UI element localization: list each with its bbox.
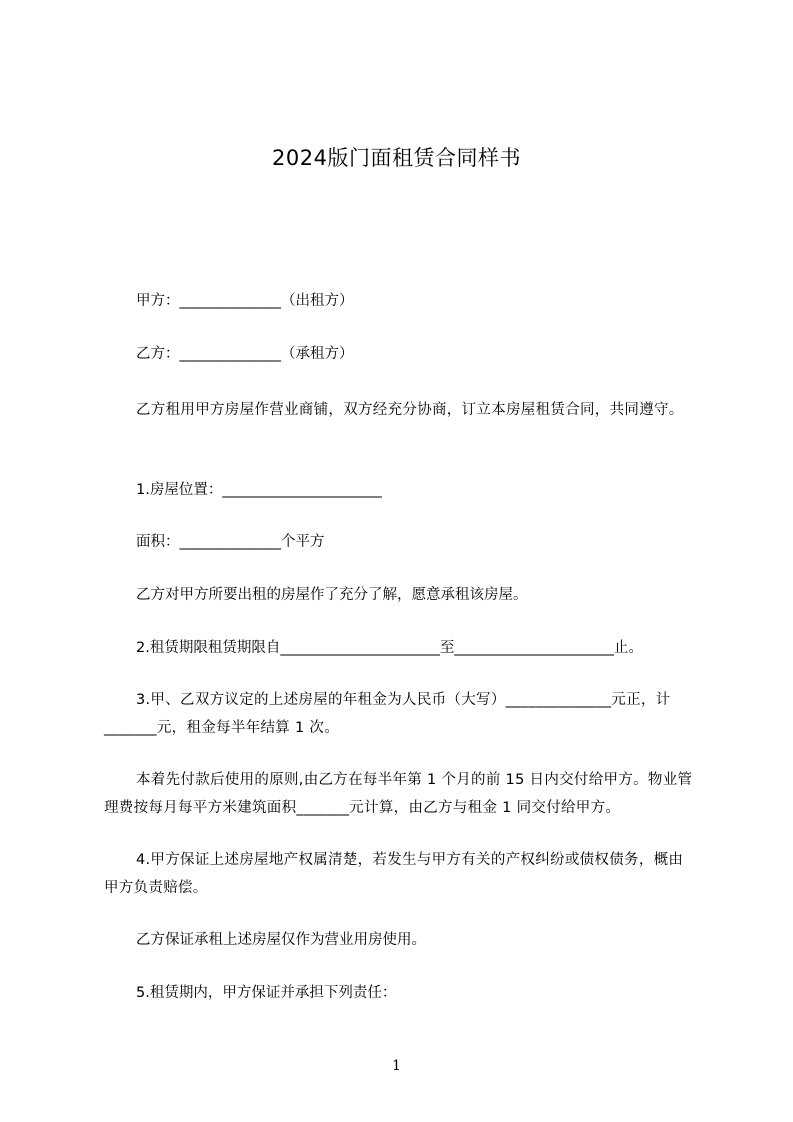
party-a-responsibility-line: 5.租赁期内，甲方保证并承担下列责任： [136, 985, 397, 1001]
lease-term-line: 2.租赁期限租赁期限自______________________至______________________止。 [136, 640, 643, 656]
page-number: 1 [392, 1058, 401, 1074]
property-rights-paragraph: 4.甲方保证上述房屋地产权属清楚，若发生与甲方有关的产权纠纷或债权债务，概由甲方负责赔偿。 [104, 852, 684, 896]
payment-paragraph: 本着先付款后使用的原则,由乙方在每半年第 1 个月的前 15 日内交付给甲方。物业管理费按每月每平方米建筑面积_______元计算，由乙方与租金 1 同交付给甲方。 [104, 772, 693, 816]
document-title: 2024版门面租赁合同样书 [272, 146, 521, 170]
rent-paragraph: 3.甲、乙双方议定的上述房屋的年租金为人民币（大写）______________元正，计_______元，租金每半年结算 1 次。 [104, 692, 671, 736]
intro-paragraph: 乙方租用甲方房屋作营业商铺，双方经充分协商，订立本房屋租赁合同，共同遵守。 [136, 402, 684, 418]
usage-line: 乙方保证承租上述房屋仅作为营业用房使用。 [136, 932, 426, 948]
party-b-line: 乙方：______________（承租方） [136, 346, 354, 362]
house-location-line: 1.房屋位置：______________________ [136, 482, 382, 498]
party-a-line: 甲方：______________（出租方） [136, 293, 354, 309]
area-line: 面积：______________个平方 [136, 534, 325, 550]
understanding-line: 乙方对甲方所要出租的房屋作了充分了解，愿意承租该房屋。 [136, 587, 528, 603]
